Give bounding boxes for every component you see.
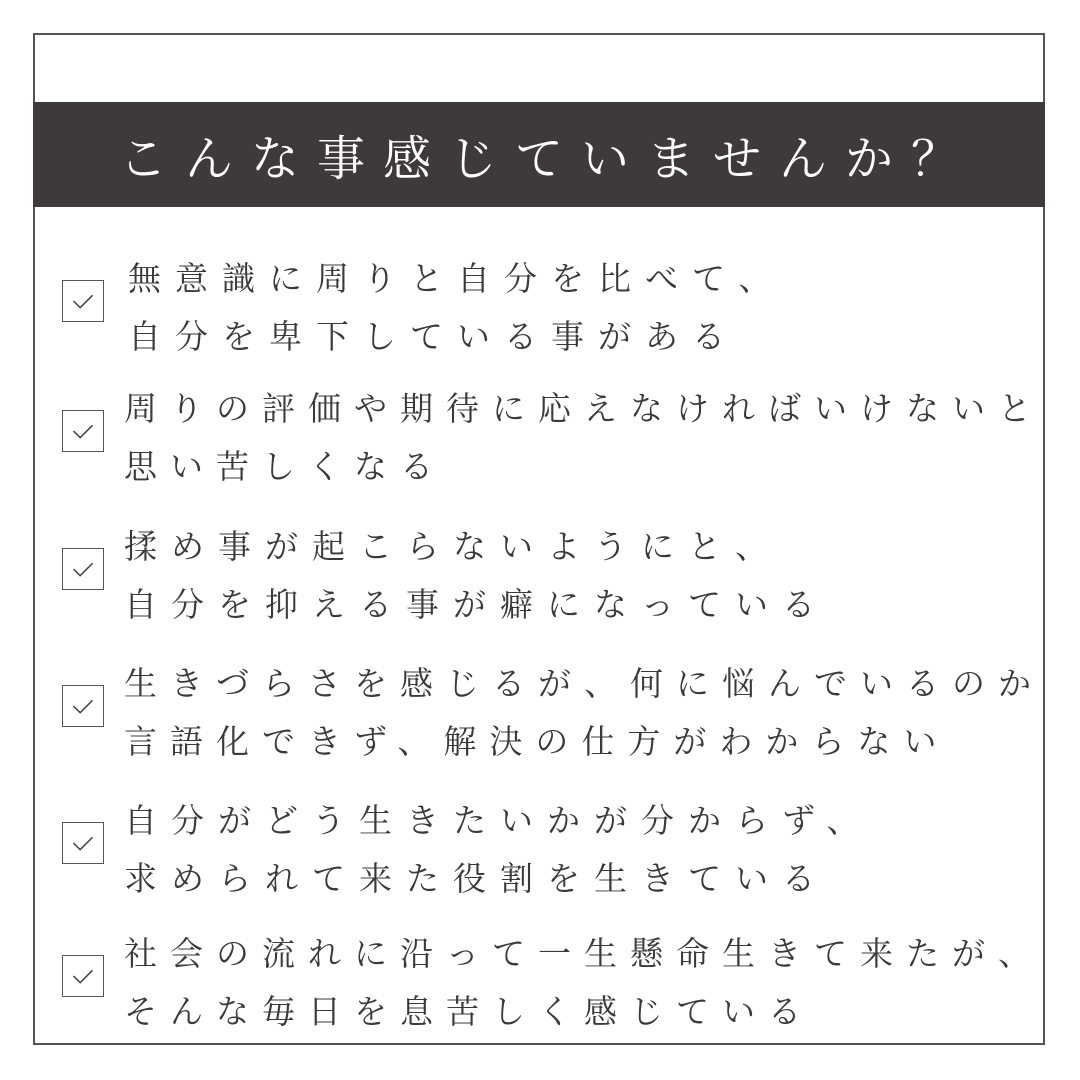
checkmark-icon xyxy=(63,956,103,996)
checklist-item-text xyxy=(124,380,1044,496)
checklist-item-2 xyxy=(62,380,1044,486)
checklist-item-text xyxy=(124,518,1029,634)
item-line-2: 言語化できず、解決の仕方がわからない xyxy=(124,722,950,761)
checkbox-checked[interactable] xyxy=(62,548,104,590)
checklist-item-5 xyxy=(62,792,1037,898)
item-line-1: 生きづらさを感じるが、何に悩んでいるのか xyxy=(124,664,1044,703)
checkbox-checked[interactable] xyxy=(62,280,104,322)
item-line-2: 思い苦しくなる xyxy=(124,447,446,486)
checklist-item-text xyxy=(124,925,1044,1041)
item-line-1: 周りの評価や期待に応えなければいけないと xyxy=(124,389,1044,428)
checkmark-icon xyxy=(63,823,103,863)
item-line-1: 無意識に周りと自分を比べて、 xyxy=(128,259,786,298)
checkbox-checked[interactable] xyxy=(62,410,104,452)
item-line-2: そんな毎日を息苦しく感じている xyxy=(124,992,814,1031)
checklist-item-text xyxy=(128,250,1033,366)
item-line-1: 自分がどう生きたいかが分からず、 xyxy=(124,801,874,840)
item-line-1: 揉め事が起こらないようにと、 xyxy=(124,527,782,566)
checkmark-icon xyxy=(63,411,103,451)
checkmark-icon xyxy=(63,281,103,321)
page-title: こんな事感じていませんか？ xyxy=(118,131,977,187)
item-line-2: 自分を卑下している事がある xyxy=(128,317,739,356)
checklist-item-4 xyxy=(62,655,1044,761)
checklist-item-3 xyxy=(62,518,1037,624)
title-banner xyxy=(33,102,1045,207)
checkbox-checked[interactable] xyxy=(62,822,104,864)
checkbox-checked[interactable] xyxy=(62,955,104,997)
checklist-item-6 xyxy=(62,925,1044,1031)
item-line-2: 自分を抑える事が癖になっている xyxy=(124,585,829,624)
checklist-item-text xyxy=(124,792,1029,908)
checkbox-checked[interactable] xyxy=(62,685,104,727)
item-line-2: 求められて来た役割を生きている xyxy=(124,859,829,898)
checklist-item-1 xyxy=(62,250,1037,356)
item-line-1: 社会の流れに沿って一生懸命生きて来たが、 xyxy=(124,934,1044,973)
checklist-item-text xyxy=(124,655,1044,771)
checkmark-icon xyxy=(63,549,103,589)
checkmark-icon xyxy=(63,686,103,726)
